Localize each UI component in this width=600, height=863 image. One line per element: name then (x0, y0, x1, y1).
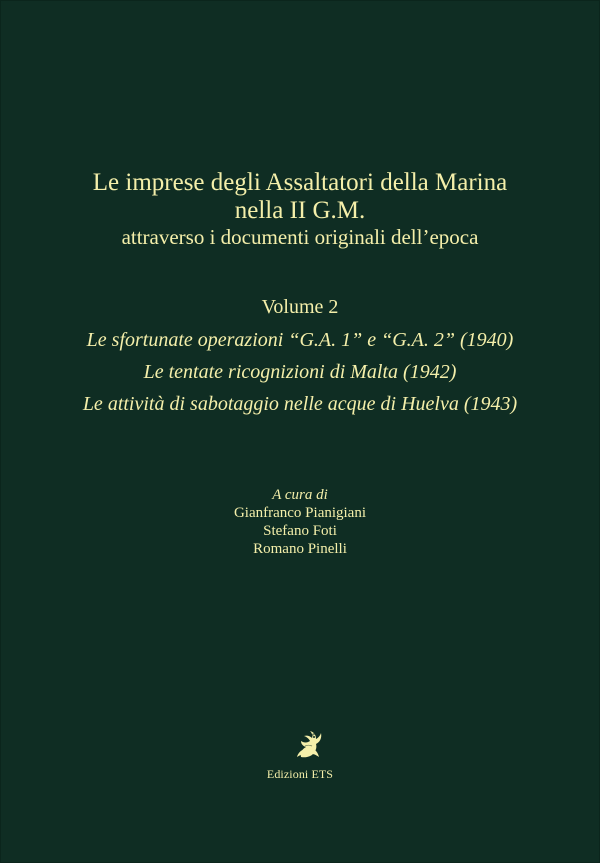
editors-label: A cura di (272, 487, 328, 503)
publisher-name: Edizioni ETS (266, 767, 334, 781)
book-title-line-1: Le imprese degli Assaltatori della Marina (92, 169, 508, 196)
ets-dragon-logo-icon (292, 726, 324, 762)
editor-name-3: Romano Pinelli (253, 541, 347, 557)
editor-name-2: Stefano Foti (263, 523, 337, 539)
topic-line-1: Le sfortunate operazioni “G.A. 1” e “G.A. 2” (1940) (86, 329, 514, 351)
book-title-line-2: nella II G.M. (234, 197, 366, 224)
volume-label: Volume 2 (261, 296, 339, 318)
topic-line-2: Le tentate ricognizioni di Malta (1942) (143, 361, 457, 383)
book-subtitle: attraverso i documenti originali dell’epoca (121, 225, 479, 249)
editor-name-1: Gianfranco Pianigiani (233, 505, 367, 521)
topic-line-3: Le attività di sabotaggio nelle acque di Huelva (1943) (82, 393, 518, 415)
